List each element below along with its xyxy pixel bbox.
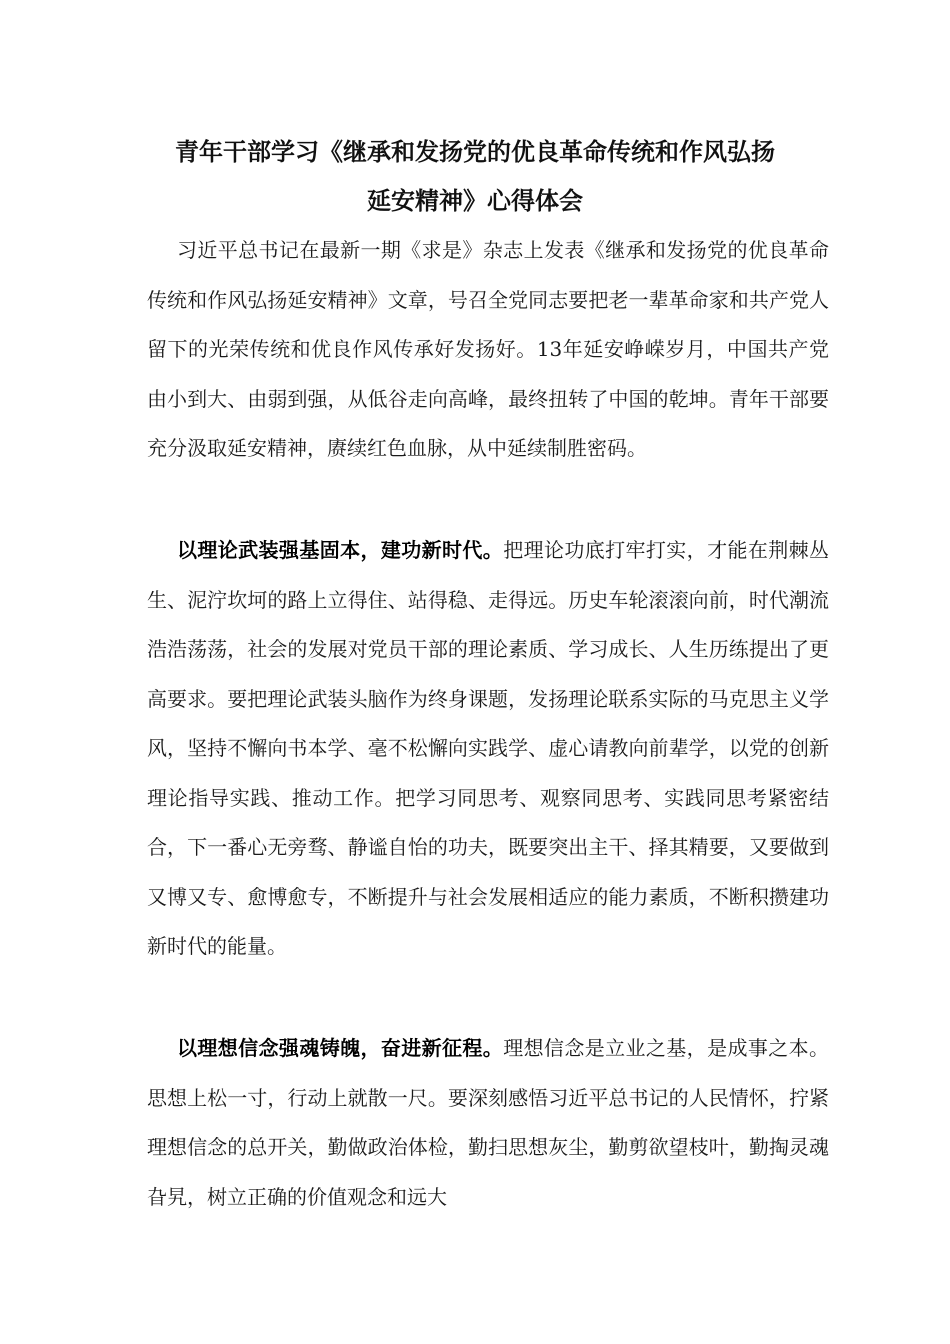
paragraph-theory-text: 把理论功底打牢打实，才能在荆棘丛生、泥泞坎坷的路上立得住、站得稳、走得远。历史车轮滚滚向前，时代潮流浩浩荡荡，社会的发展对党员干部的理论素质、学习成长、人生历练提出了更高要求。要把理论武装头脑作为终身课题，发扬理论联系实际的马克思主义学风，坚持不懈向书本学、毫不松懈向实践学、虚心请教向前辈学，以党的创新理论指导实践、推动工作。把学习同思考、观察同思考、实践同思考紧密结合，下一番心无旁骛、静谧自怡的功夫，既要突出主干、择其精要，又要做到又博又专、愈博愈专，不断提升与社会发展相适应的能力素质，不断积攒建功新时代的能量。 xyxy=(147,538,830,958)
paragraph-theory-lead: 以理论武装强基固本，建功新时代。 xyxy=(177,538,504,562)
paragraph-ideals-text: 理想信念是立业之基，是成事之本。思想上松一寸，行动上就散一尺。要深刻感悟习近平总书记的人民情怀，拧紧理想信念的总开关，勤做政治体检，勤扫思想灰尘，勤剪欲望枝叶，勤掏灵魂旮旯，树立正确的价值观念和远大 xyxy=(147,1036,830,1209)
paragraph-intro-text: 习近平总书记在最新一期《求是》杂志上发表《继承和发扬党的优良革命传统和作风弘扬延安精神》文章，号召全党同志要把老一辈革命家和共产党人留下的光荣传统和优良作风传承好发扬好。13年延安峥嵘岁月，中国共产党由小到大、由弱到强，从低谷走向高峰，最终扭转了中国的乾坤。青年干部要充分汲取延安精神，赓续红色血脉，从中延续制胜密码。 xyxy=(147,238,829,460)
paragraph-ideals xyxy=(147,1024,829,1222)
document-title-line-1: 青年干部学习《继承和发扬党的优良革命传统和作风弘扬 xyxy=(175,138,775,166)
paragraph-theory xyxy=(147,526,829,972)
document-title-line-2: 延安精神》心得体会 xyxy=(367,187,583,215)
paragraph-ideals-lead: 以理想信念强魂铸魄，奋进新征程。 xyxy=(177,1036,504,1060)
paragraph-intro xyxy=(147,226,829,474)
